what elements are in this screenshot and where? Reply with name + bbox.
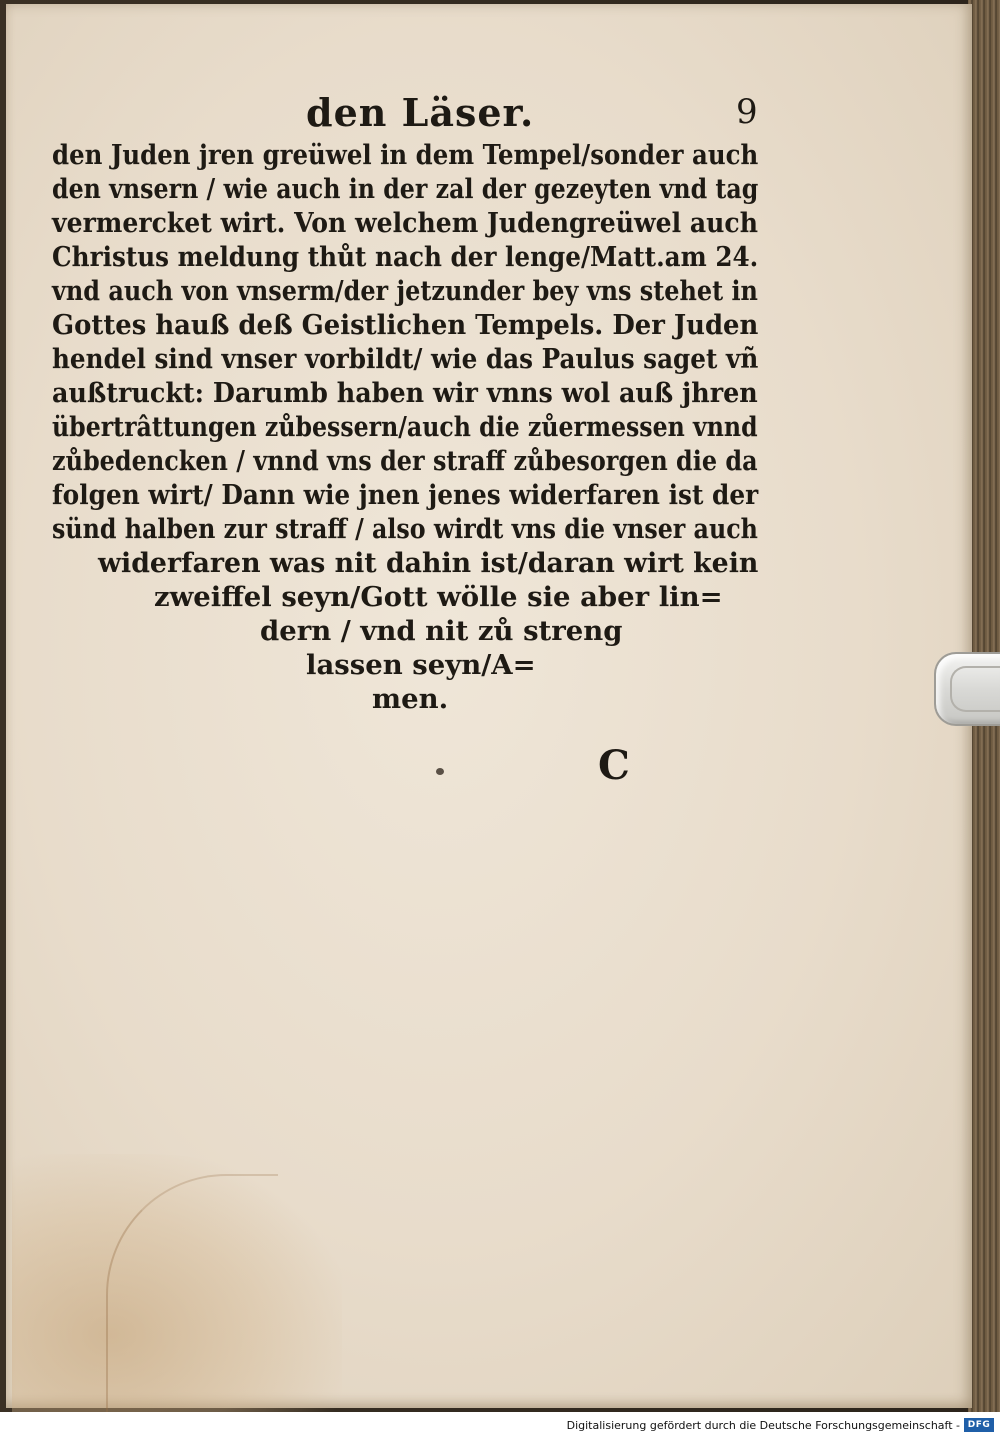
- text-line-11: folgen wirt/ Dann wie jnen jenes widerfaren ist der: [52, 479, 759, 511]
- text-line-7: hendel sind vnser vorbildt/ wie das Paulus saget vñ: [52, 343, 759, 375]
- page-clip-inner: [950, 666, 1000, 712]
- text-line-15: dern / vnd nit zů streng: [260, 615, 623, 647]
- running-header: den Läser.: [306, 90, 535, 135]
- text-line-12: sünd halben zur straff / also wirdt vns die vnser auch: [52, 513, 758, 545]
- dfg-logo: DFG: [964, 1418, 994, 1432]
- text-line-16: lassen seyn/A=: [306, 649, 536, 681]
- paper-speck: [436, 768, 444, 775]
- page-number: 9: [736, 92, 758, 132]
- text-line-9: übertrâttungen zůbessern/auch die zůermessen vnnd: [52, 411, 758, 443]
- text-line-1: den Juden jren greüwel in dem Tempel/sonder auch: [52, 139, 759, 171]
- text-line-4: Christus meldung thůt nach der lenge/Matt.am 24.: [52, 241, 759, 273]
- text-line-13: widerfaren was nit dahin ist/daran wirt kein: [98, 547, 759, 579]
- text-line-10: zůbedencken / vnnd vns der straff zůbesorgen die da: [52, 445, 758, 477]
- text-line-3: vermercket wirt. Von welchem Judengreüwel auch: [52, 207, 758, 239]
- signature-mark: C: [598, 742, 630, 789]
- page-clip: [934, 652, 1000, 726]
- footer-credit: Digitalisierung gefördert durch die Deutsche Forschungsgemeinschaft -: [566, 1419, 960, 1432]
- text-line-17: men.: [372, 683, 449, 715]
- text-line-5: vnd auch von vnserm/der jetzunder bey vns stehet in: [52, 275, 758, 307]
- text-line-2: den vnsern / wie auch in der zal der gezeyten vnd tag: [52, 173, 759, 205]
- footer-bar: [0, 1412, 1000, 1440]
- text-line-8: außtruckt: Darumb haben wir vnns wol auß jhren: [52, 377, 758, 409]
- text-line-6: Gottes hauß deß Geistlichen Tempels. Der Juden: [52, 309, 759, 341]
- text-line-14: zweiffel seyn/Gott wölle sie aber lin=: [154, 581, 723, 613]
- book-page: [6, 4, 972, 1408]
